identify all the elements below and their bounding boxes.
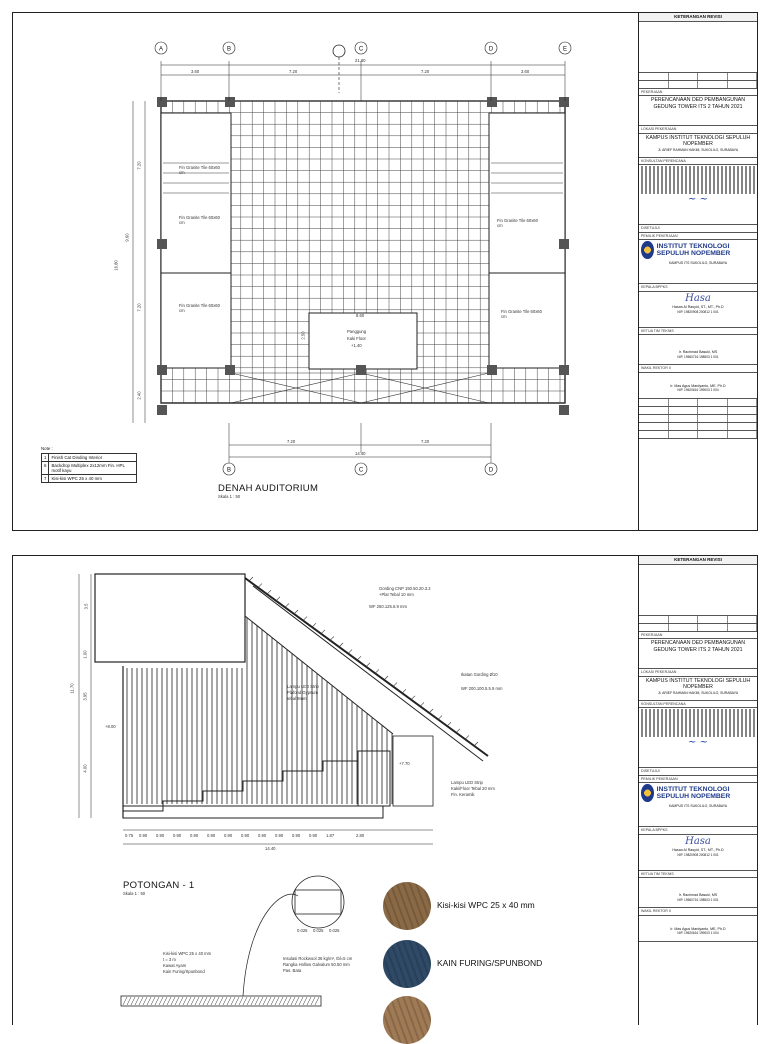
signer-nip: NIP. 19560716 198503 1 001	[677, 354, 719, 359]
sheet-info-table	[639, 423, 757, 431]
location-block	[639, 677, 757, 701]
sheet-info-table	[639, 407, 757, 415]
consultant-logo	[641, 166, 755, 194]
section-bottom-dim: 0.90	[173, 833, 182, 838]
section-drawing	[13, 556, 638, 1025]
role-label: WAKIL REKTOR II	[639, 908, 757, 915]
section-bottom-dim: 0.90	[292, 833, 301, 838]
section-bottom-dim: 0.90	[156, 833, 165, 838]
detail-callout: Rangka Hollow Galvalum 50.50 mm	[283, 962, 350, 967]
callout-kaki: Kaki/Floor Tebal 20 mm	[451, 786, 495, 791]
location-block	[639, 134, 757, 158]
location-sub: Jl. ARIEF RAHMAN HAKIM, SUKOLILO, SURABAYA	[657, 690, 739, 695]
detail-callout: Kain Furing/Spunbond	[163, 969, 205, 974]
title-block	[638, 556, 757, 1025]
dim-top-2: 7.20	[289, 69, 298, 74]
room-label: Fin Granite Tile 60x60 cm	[179, 165, 220, 175]
note-num: 1	[42, 454, 49, 462]
section-left-dim: 1.00	[82, 650, 88, 659]
callout-gypsum-thk: tebal 9mm	[287, 696, 307, 701]
signer-block	[639, 878, 757, 908]
project-label: PEKERJAAN	[639, 89, 757, 96]
sheet-info-table	[639, 431, 757, 439]
drawing-sheet-floor-plan	[12, 12, 758, 531]
section-bottom-dim: 0.90	[207, 833, 216, 838]
wpc-louvres	[127, 618, 392, 804]
left-lower-room	[161, 273, 231, 368]
note-text: Kisi-kisi WPC 25 x 40 mm	[49, 475, 137, 483]
material-swatch-3	[383, 996, 431, 1044]
section-scale: Skala 1 : 50	[123, 891, 146, 896]
grid-bubble-label: B	[226, 467, 232, 474]
grid-bubble-label: C	[358, 46, 364, 53]
revision-table	[639, 81, 757, 89]
signer-nip: NIP. 19620616 199003 1 004	[677, 930, 719, 935]
grid-bubble-label: D	[488, 46, 494, 53]
note-text: Backdrop Multiplex 2x12mm Fin. HPL motif kayu	[49, 462, 137, 475]
room-label: Fin Granite Tile 60x60 cm	[497, 218, 538, 228]
signature: Hasa	[685, 835, 711, 847]
dim-top-4: 3.60	[521, 69, 530, 74]
level-7-70: +7.70	[399, 761, 410, 766]
section-bottom-dim: 0.90	[190, 833, 199, 838]
stage-width: 8.60	[356, 313, 365, 318]
section-marker	[333, 45, 345, 57]
material-swatch-wpc	[383, 882, 431, 930]
approved-label: DISETUJUI	[639, 768, 757, 775]
notes-table	[41, 446, 137, 483]
callout-gypsum: Plafond Gypsum	[287, 690, 318, 695]
grid-bubble-label: C	[358, 467, 364, 474]
owner-label: PEMILIK PEKERJAAN	[639, 776, 757, 783]
section-bottom-dim: 0.90	[258, 833, 267, 838]
grid-bubble-label: E	[562, 46, 568, 53]
stamp-signature: ~ ~	[688, 737, 708, 749]
roof-beam	[245, 578, 488, 756]
grid-bubble-label: D	[488, 467, 494, 474]
room-label: Fin Granite Tile 60x60 cm	[501, 309, 542, 319]
dim-left-mid: 9.60	[124, 233, 130, 242]
section-left-total: 11.70	[69, 683, 75, 694]
dim-top-total: 21.60	[355, 58, 366, 63]
signer-name: Ir. Mas Agus Mardyanto, ME, Ph.D	[670, 383, 726, 388]
sheet-info-table	[639, 399, 757, 407]
drawing-scale: Skala 1 : 50	[218, 494, 241, 499]
project-name: PERENCANAAN DED PEMBANGUNAN GEDUNG TOWER ITS 2 TAHUN 2021	[639, 639, 757, 669]
right-lower-room	[489, 273, 565, 368]
signer-block	[639, 335, 757, 365]
grid-bubble-label: A	[158, 46, 164, 53]
material-label: Kisi-kisi WPC 25 x 40 mm	[437, 900, 535, 910]
role-label: KETUA TIM TEKNIS	[639, 871, 757, 878]
dim-left-total: 16.80	[113, 260, 119, 271]
consultant-label: KONSULTAN PERENCANA	[639, 158, 757, 165]
stage-level: +1.40	[351, 343, 362, 348]
location-name: KAMPUS INSTITUT TEKNOLOGI SEPULUH NOPEMBER	[645, 134, 751, 148]
sheet-info-table	[639, 415, 757, 423]
consultant-block	[639, 708, 757, 768]
section-bottom-dim: 0.75	[125, 833, 134, 838]
stepped-floor	[123, 761, 358, 811]
its-seal-icon	[641, 241, 654, 259]
owner-label: PEMILIK PEKERJAAN	[639, 233, 757, 240]
revision-table	[639, 73, 757, 81]
callout-keramik: Fin. Keramik	[451, 792, 475, 797]
room-label: Fin Granite Tile 60x60 cm	[179, 303, 220, 313]
callout-led: Lampu LED Strip	[287, 684, 319, 689]
callout-ikatan: Ikatan Gording Ø10	[461, 672, 498, 677]
wall-detail-hatch	[123, 997, 319, 1005]
owner-block	[639, 240, 757, 284]
grid-bubble-label: B	[226, 46, 232, 53]
dim-bottom-total: 14.40	[355, 451, 366, 456]
location-sub: Jl. ARIEF RAHMAN HAKIM, SUKOLILO, SURABAYA	[657, 147, 739, 152]
detail-callout: Kawat Ayam	[163, 963, 187, 968]
detail-circle-box	[295, 890, 341, 914]
callout-wf250: WF 250.125.6.9 mm	[369, 604, 407, 609]
institute-name: INSTITUT TEKNOLOGI SEPULUH NOPEMBER	[656, 242, 731, 258]
callout-gording: Gording CNP 150.50.20.3.2	[379, 586, 431, 591]
detail-callout: Insulasi Rockwool 36 kg/m², tbl=5 cm	[283, 956, 353, 961]
signer-nip: NIP. 19620616 199003 1 004	[677, 387, 719, 392]
note-text: Finish Cat Dinding Interior	[49, 454, 137, 462]
role-label: KEPALA BPPKS	[639, 284, 757, 291]
dim-left-3: 2.40	[136, 391, 142, 400]
revision-label: KETERANGAN REVISI	[639, 556, 757, 565]
location-label: LOKASI PEKERJAAN	[639, 126, 757, 133]
section-bottom-dim: 0.90	[224, 833, 233, 838]
dim-bottom-1: 7.20	[287, 439, 296, 444]
signer-nip: NIP. 19820908 200812 1 001	[677, 309, 719, 314]
signature: Hasa	[685, 292, 711, 304]
note-row	[42, 454, 137, 462]
detail-dim: 0.025	[329, 928, 340, 933]
dim-bottom-2: 7.20	[421, 439, 430, 444]
callout-plat: +Plat Tebal 10 mm	[379, 592, 414, 597]
role-label: KEPALA BPPKS	[639, 827, 757, 834]
signer-nip: NIP. 19820908 200812 1 001	[677, 852, 719, 857]
grid-bubbles-bottom	[223, 463, 497, 475]
detail-dim: 0.025	[313, 928, 324, 933]
detail-callout: Pas. Bata	[283, 968, 302, 973]
dim-left-2: 7.20	[136, 303, 142, 312]
signer-name: Ir. Rachmad Basuki, MS	[678, 350, 718, 355]
location-name: KAMPUS INSTITUT TEKNOLOGI SEPULUH NOPEMBER	[645, 677, 751, 691]
detail-callout: Kisi-kisi WPC 25 x 40 mm	[163, 951, 212, 956]
institute-sub: KAMPUS ITS SUKOLILO, SURABAYA	[668, 804, 728, 809]
stage	[309, 313, 417, 369]
notes-title: Note :	[41, 446, 53, 451]
institute-sub: KAMPUS ITS SUKOLILO, SURABAYA	[668, 261, 728, 266]
signer-name: Ir. Mas Agus Mardyanto, ME, Ph.D	[670, 926, 726, 931]
section-bottom-dim: 0.90	[275, 833, 284, 838]
note-row	[42, 475, 137, 483]
grid-bubbles-top	[155, 42, 571, 54]
note-num: 7	[42, 475, 49, 483]
side-room	[393, 736, 433, 806]
consultant-block	[639, 165, 757, 225]
level-8-00: +8.00	[105, 724, 116, 729]
callout-wf200: WF 200.100.5.5.9 mm	[461, 686, 503, 691]
section-bottom-dim: 0.90	[309, 833, 318, 838]
signer-name: Hasan Al Rasyid, ST., MT., Ph.D	[672, 305, 724, 310]
stage-floor: Kaki Floor	[347, 336, 366, 341]
detail-leader	[243, 894, 298, 996]
detail-callout: t = 3 m	[163, 957, 176, 962]
location-label: LOKASI PEKERJAAN	[639, 669, 757, 676]
signer-nip: NIP. 19560716 198503 1 001	[677, 897, 719, 902]
title-block	[638, 13, 757, 530]
signer-block	[639, 916, 757, 942]
owner-block	[639, 783, 757, 827]
institute-name: INSTITUT TEKNOLOGI SEPULUH NOPEMBER	[656, 785, 731, 801]
project-label: PEKERJAAN	[639, 632, 757, 639]
room-label: Fin Granite Tile 60x60 cm	[179, 215, 220, 225]
stage-label: Panggung	[347, 329, 367, 334]
project-name: PERENCANAAN DED PEMBANGUNAN GEDUNG TOWER ITS 2 TAHUN 2021	[639, 96, 757, 126]
dim-left-1: 7.20	[136, 161, 142, 170]
section-title: POTONGAN - 1	[123, 880, 195, 891]
consultant-label: KONSULTAN PERENCANA	[639, 701, 757, 708]
dim-top-1: 3.60	[191, 69, 200, 74]
roof-purlin-line	[253, 586, 483, 761]
section-left-dim: 4.00	[82, 764, 88, 773]
signer-block	[639, 373, 757, 399]
stage-door	[358, 751, 390, 806]
role-label: KETUA TIM TEKNIS	[639, 328, 757, 335]
upper-wall	[95, 574, 245, 662]
signer-block	[639, 292, 757, 328]
material-swatch-spunbond	[383, 940, 431, 988]
stage-depth: 2.50	[300, 331, 306, 340]
section-left-dim: 3.95	[82, 692, 88, 701]
callout-led-2: Lampu LED Strip	[451, 780, 483, 785]
signer-block	[639, 835, 757, 871]
its-seal-icon	[641, 784, 654, 802]
section-bottom-dim: 0.90	[139, 833, 148, 838]
section-bottom-dim: 2.80	[356, 833, 365, 838]
section-bottom-total: 14.40	[265, 846, 276, 851]
signer-name: Hasan Al Rasyid, ST., MT., Ph.D	[672, 848, 724, 853]
dim-top-3: 7.20	[421, 69, 430, 74]
detail-callout-circle	[292, 876, 344, 928]
stage-cross-bracing	[231, 373, 489, 403]
revision-label: KETERANGAN REVISI	[639, 13, 757, 22]
detail-dim: 0.025	[297, 928, 308, 933]
floor-slab	[123, 806, 383, 818]
section-left-dim: 3.5	[83, 603, 89, 610]
signer-name: Ir. Rachmad Basuki, MS	[678, 893, 718, 898]
revision-area	[639, 22, 757, 73]
role-label: WAKIL REKTOR II	[639, 365, 757, 372]
approved-label: DISETUJUI	[639, 225, 757, 232]
section-bottom-dim: 0.90	[241, 833, 250, 838]
drawing-title: DENAH AUDITORIUM	[218, 483, 319, 494]
note-num: 6	[42, 462, 49, 475]
roof-purlins	[249, 577, 478, 746]
consultant-logo	[641, 709, 755, 737]
drawing-sheet-section	[12, 555, 758, 1025]
section-bottom-dim: 1.87	[326, 833, 335, 838]
note-row	[42, 462, 137, 475]
stamp-signature: ~ ~	[688, 194, 708, 206]
material-label: KAIN FURING/SPUNBOND	[437, 958, 543, 968]
